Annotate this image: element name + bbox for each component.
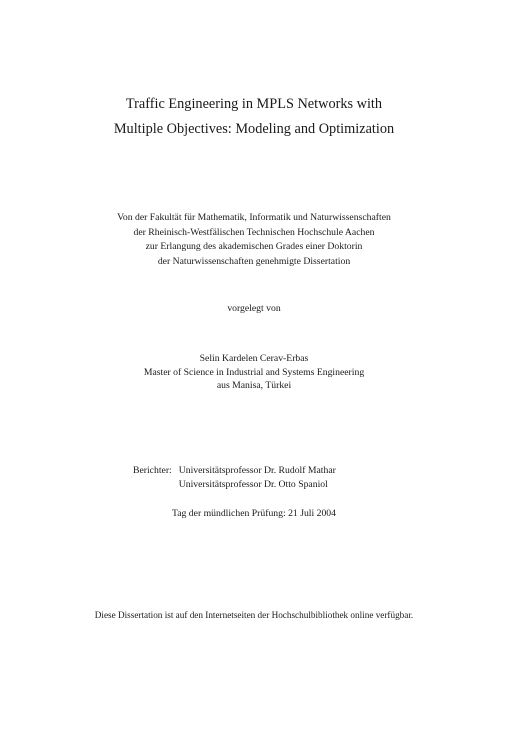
faculty-line-4: der Naturwissenschaften genehmigte Dissertation [157, 255, 351, 267]
referees-block [133, 464, 336, 491]
author-origin: aus Manisa, Türkei [216, 380, 292, 392]
referee-1: Universitätsprofessor Dr. Rudolf Mathar [178, 465, 336, 476]
title-line-2: Multiple Objectives: Modeling and Optimization [113, 120, 395, 137]
faculty-line-3: zur Erlangung des akademischen Grades einer Doktorin [145, 241, 363, 252]
faculty-line-2: der Rheinisch-Westfälischen Technischen Hochschule Aachen [133, 226, 375, 238]
oral-exam-date: Tag der mündlichen Prüfung: 21 Juli 2004 [172, 508, 336, 519]
author-degree: Master of Science in Industrial and Systems Engineering [143, 366, 365, 378]
author-name: Selin Kardelen Cerav-Erbas [199, 353, 309, 364]
referee-2: Universitätsprofessor Dr. Otto Spaniol [178, 478, 328, 490]
author-info [0, 352, 508, 393]
referees-label: Berichter: [133, 465, 172, 476]
faculty-line-1: Von der Fakultät für Mathematik, Informatik und Naturwissenschaften [117, 212, 391, 223]
referees-label-spacer [133, 478, 172, 492]
title-line-1: Traffic Engineering in MPLS Networks with [125, 96, 383, 112]
dissertation-title [0, 92, 508, 141]
submitted-by-label: vorgelegt von [227, 303, 281, 314]
availability-note: Diese Dissertation ist auf den Internetseiten der Hochschulbibliothek online verfügbar. [94, 610, 414, 620]
faculty-statement [0, 211, 508, 269]
